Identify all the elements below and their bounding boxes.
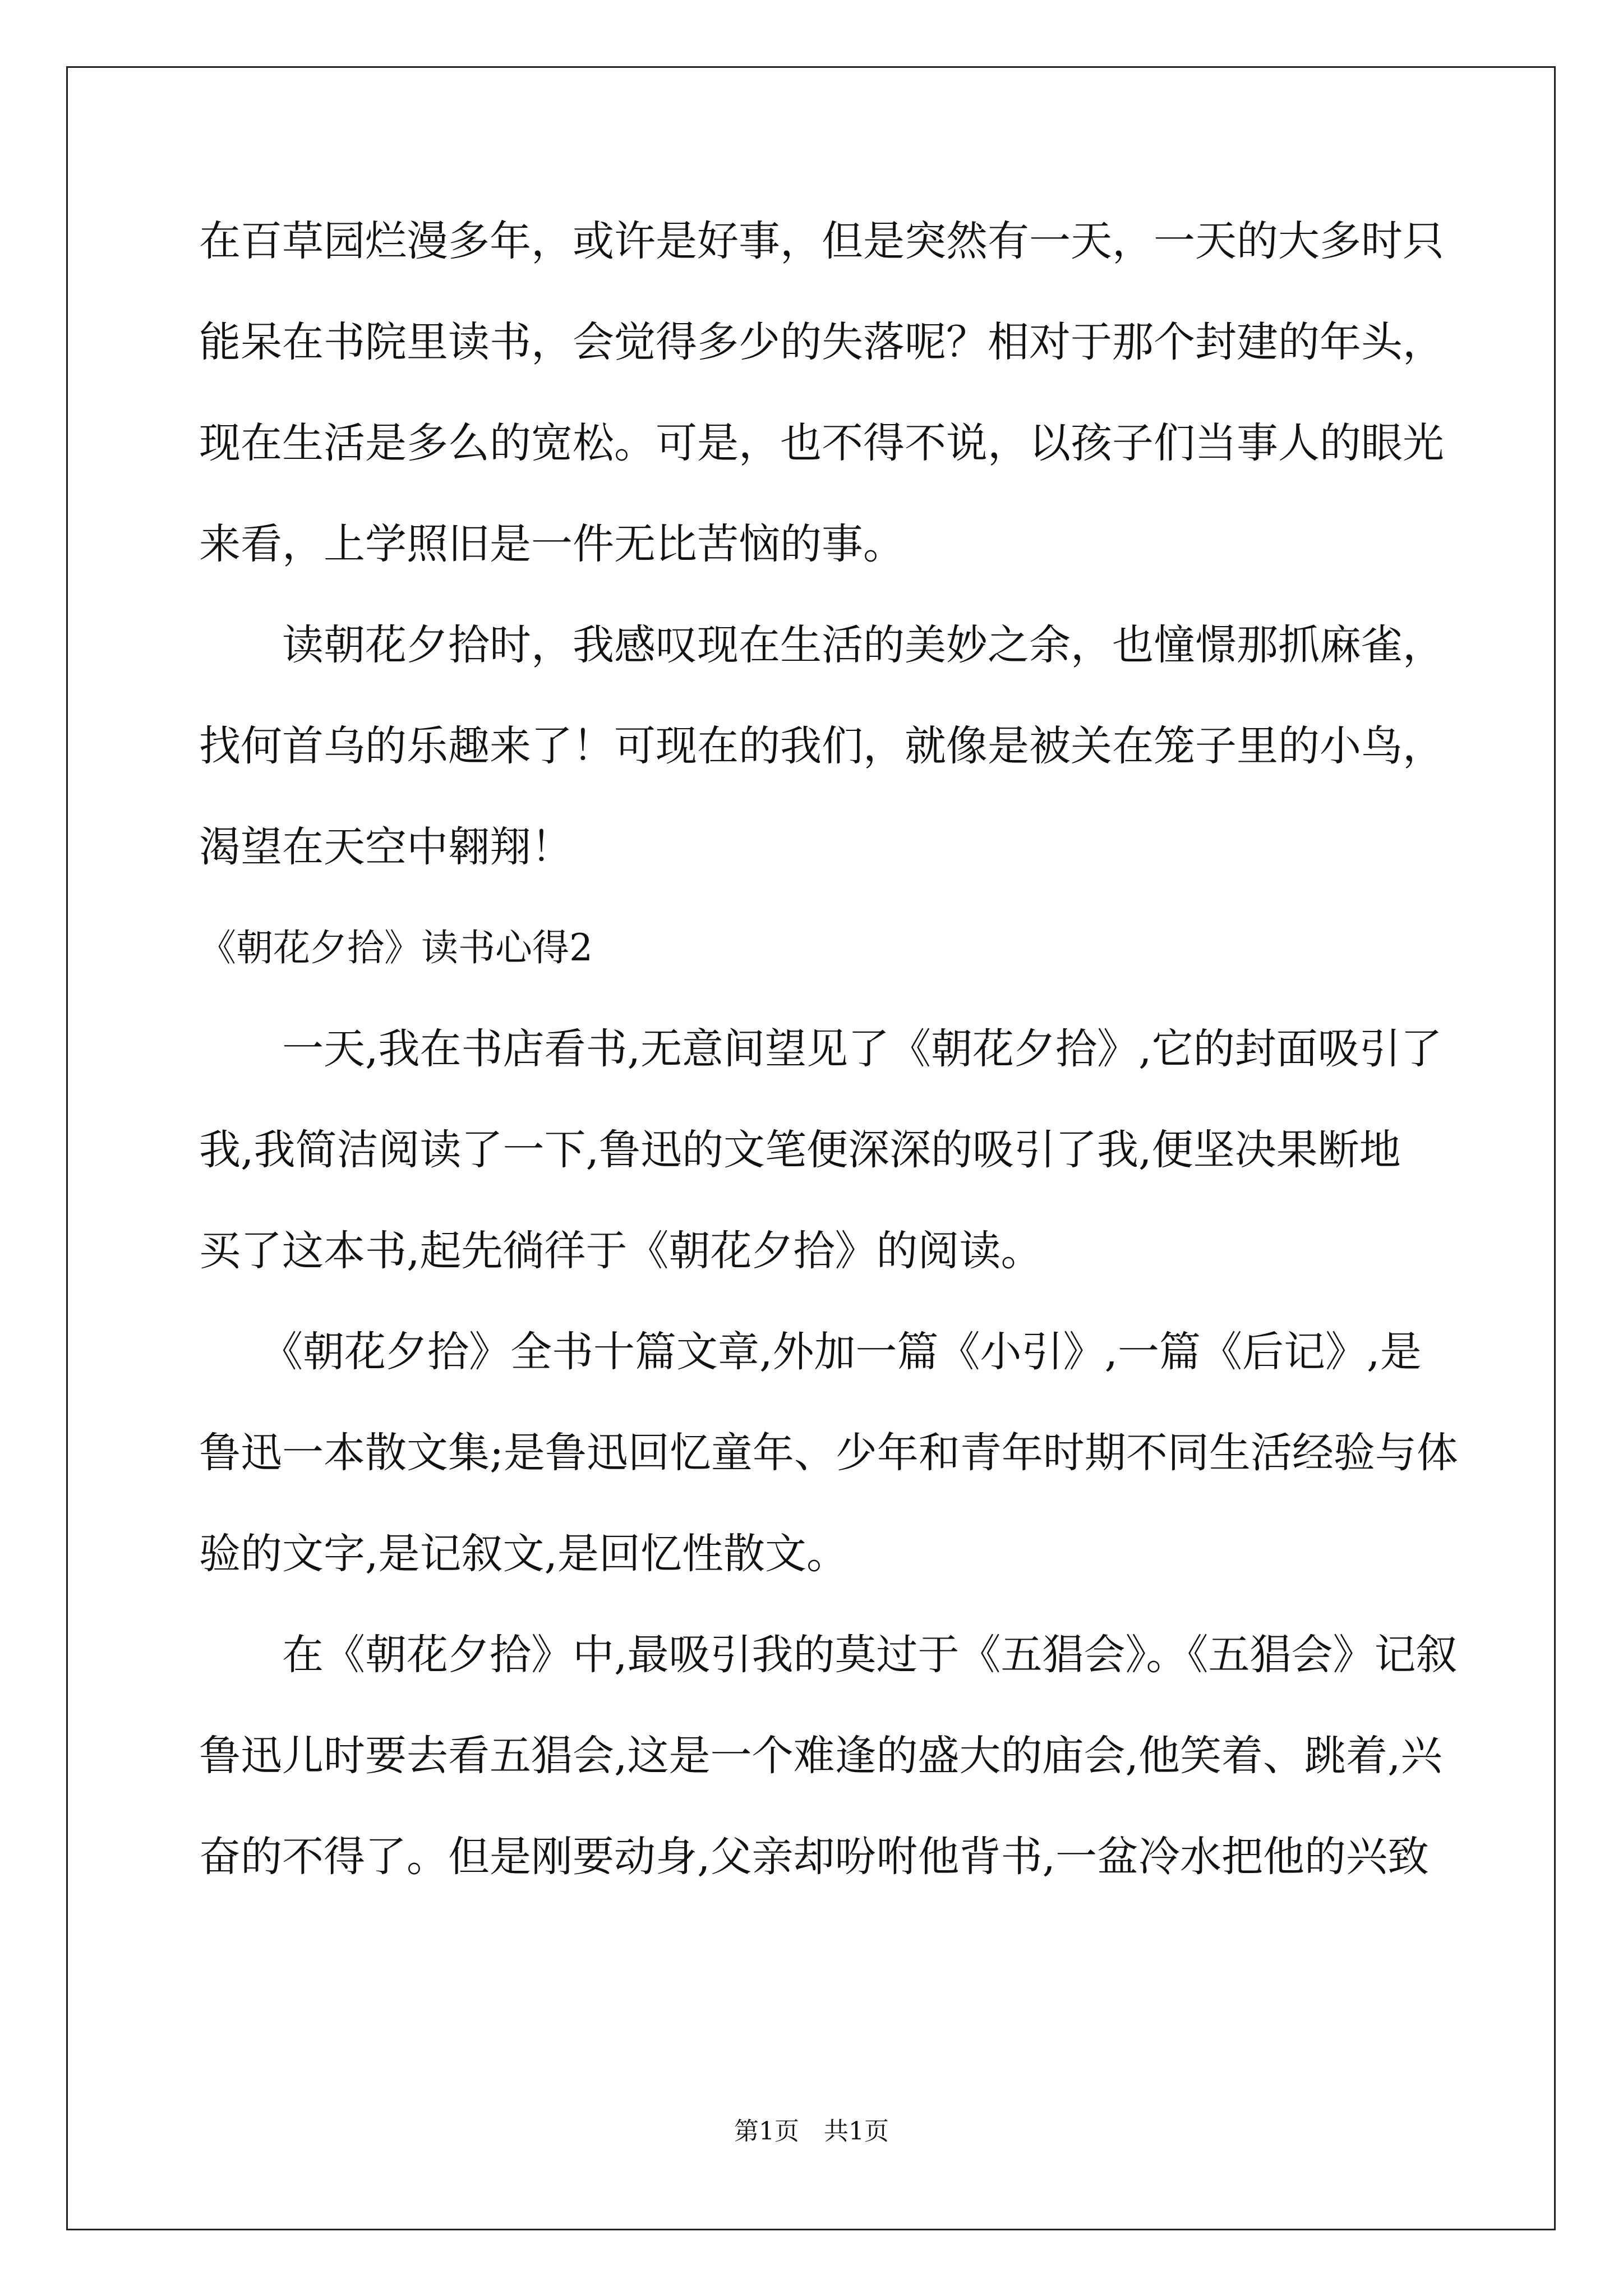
- page-footer: 第1页 共1页: [734, 2117, 889, 2146]
- paragraph-line: 现在生活是多么的宽松。可是，也不得不说，以孩子们当事人的眼光: [199, 419, 1444, 467]
- paragraph-line: 在百草园烂漫多年，或许是好事，但是突然有一天，一天的大多时只: [199, 217, 1444, 265]
- paragraph-line: 鲁迅儿时要去看五猖会,这是一个难逢的盛大的庙会,他笑着、跳着,兴: [199, 1732, 1442, 1780]
- paragraph-line: 验的文字,是记叙文,是回忆性散文。: [199, 1530, 849, 1578]
- paragraph-line: 《朝花夕拾》全书十篇文章,外加一篇《小引》,一篇《后记》,是: [199, 1328, 1422, 1376]
- paragraph-line: 读朝花夕拾时，我感叹现在生活的美妙之余，也憧憬那抓麻雀，: [199, 621, 1444, 669]
- paragraph-line: 我,我简洁阅读了一下,鲁迅的文笔便深深的吸引了我,便坚决果断地: [199, 1126, 1401, 1174]
- paragraph-line: 能呆在书院里读书，会觉得多少的失落呢？相对于那个封建的年头，: [199, 318, 1444, 366]
- paragraph-line: 一天,我在书店看书,无意间望见了《朝花夕拾》,它的封面吸引了: [199, 1025, 1442, 1073]
- paragraph-line: 渴望在天空中翱翔！: [199, 823, 573, 871]
- paragraph-line: 来看，上学照旧是一件无比苦恼的事。: [199, 520, 905, 568]
- paragraph-line: 找何首乌的乐趣来了！可现在的我们，就像是被关在笼子里的小鸟，: [199, 722, 1444, 770]
- paragraph-line: 在《朝花夕拾》中,最吸引我的莫过于《五猖会》。《五猖会》记叙: [199, 1631, 1458, 1679]
- paragraph-line: 买了这本书,起先徜徉于《朝花夕拾》的阅读。: [199, 1227, 1043, 1275]
- paragraph-line: 奋的不得了。但是刚要动身,父亲却吩咐他背书,一盆冷水把他的兴致: [199, 1833, 1430, 1881]
- document-body: [199, 213, 1458, 1930]
- section-heading: 《朝花夕拾》读书心得2: [199, 926, 593, 969]
- paragraph-line: 鲁迅一本散文集;是鲁迅回忆童年、少年和青年时期不同生活经验与体: [199, 1429, 1458, 1477]
